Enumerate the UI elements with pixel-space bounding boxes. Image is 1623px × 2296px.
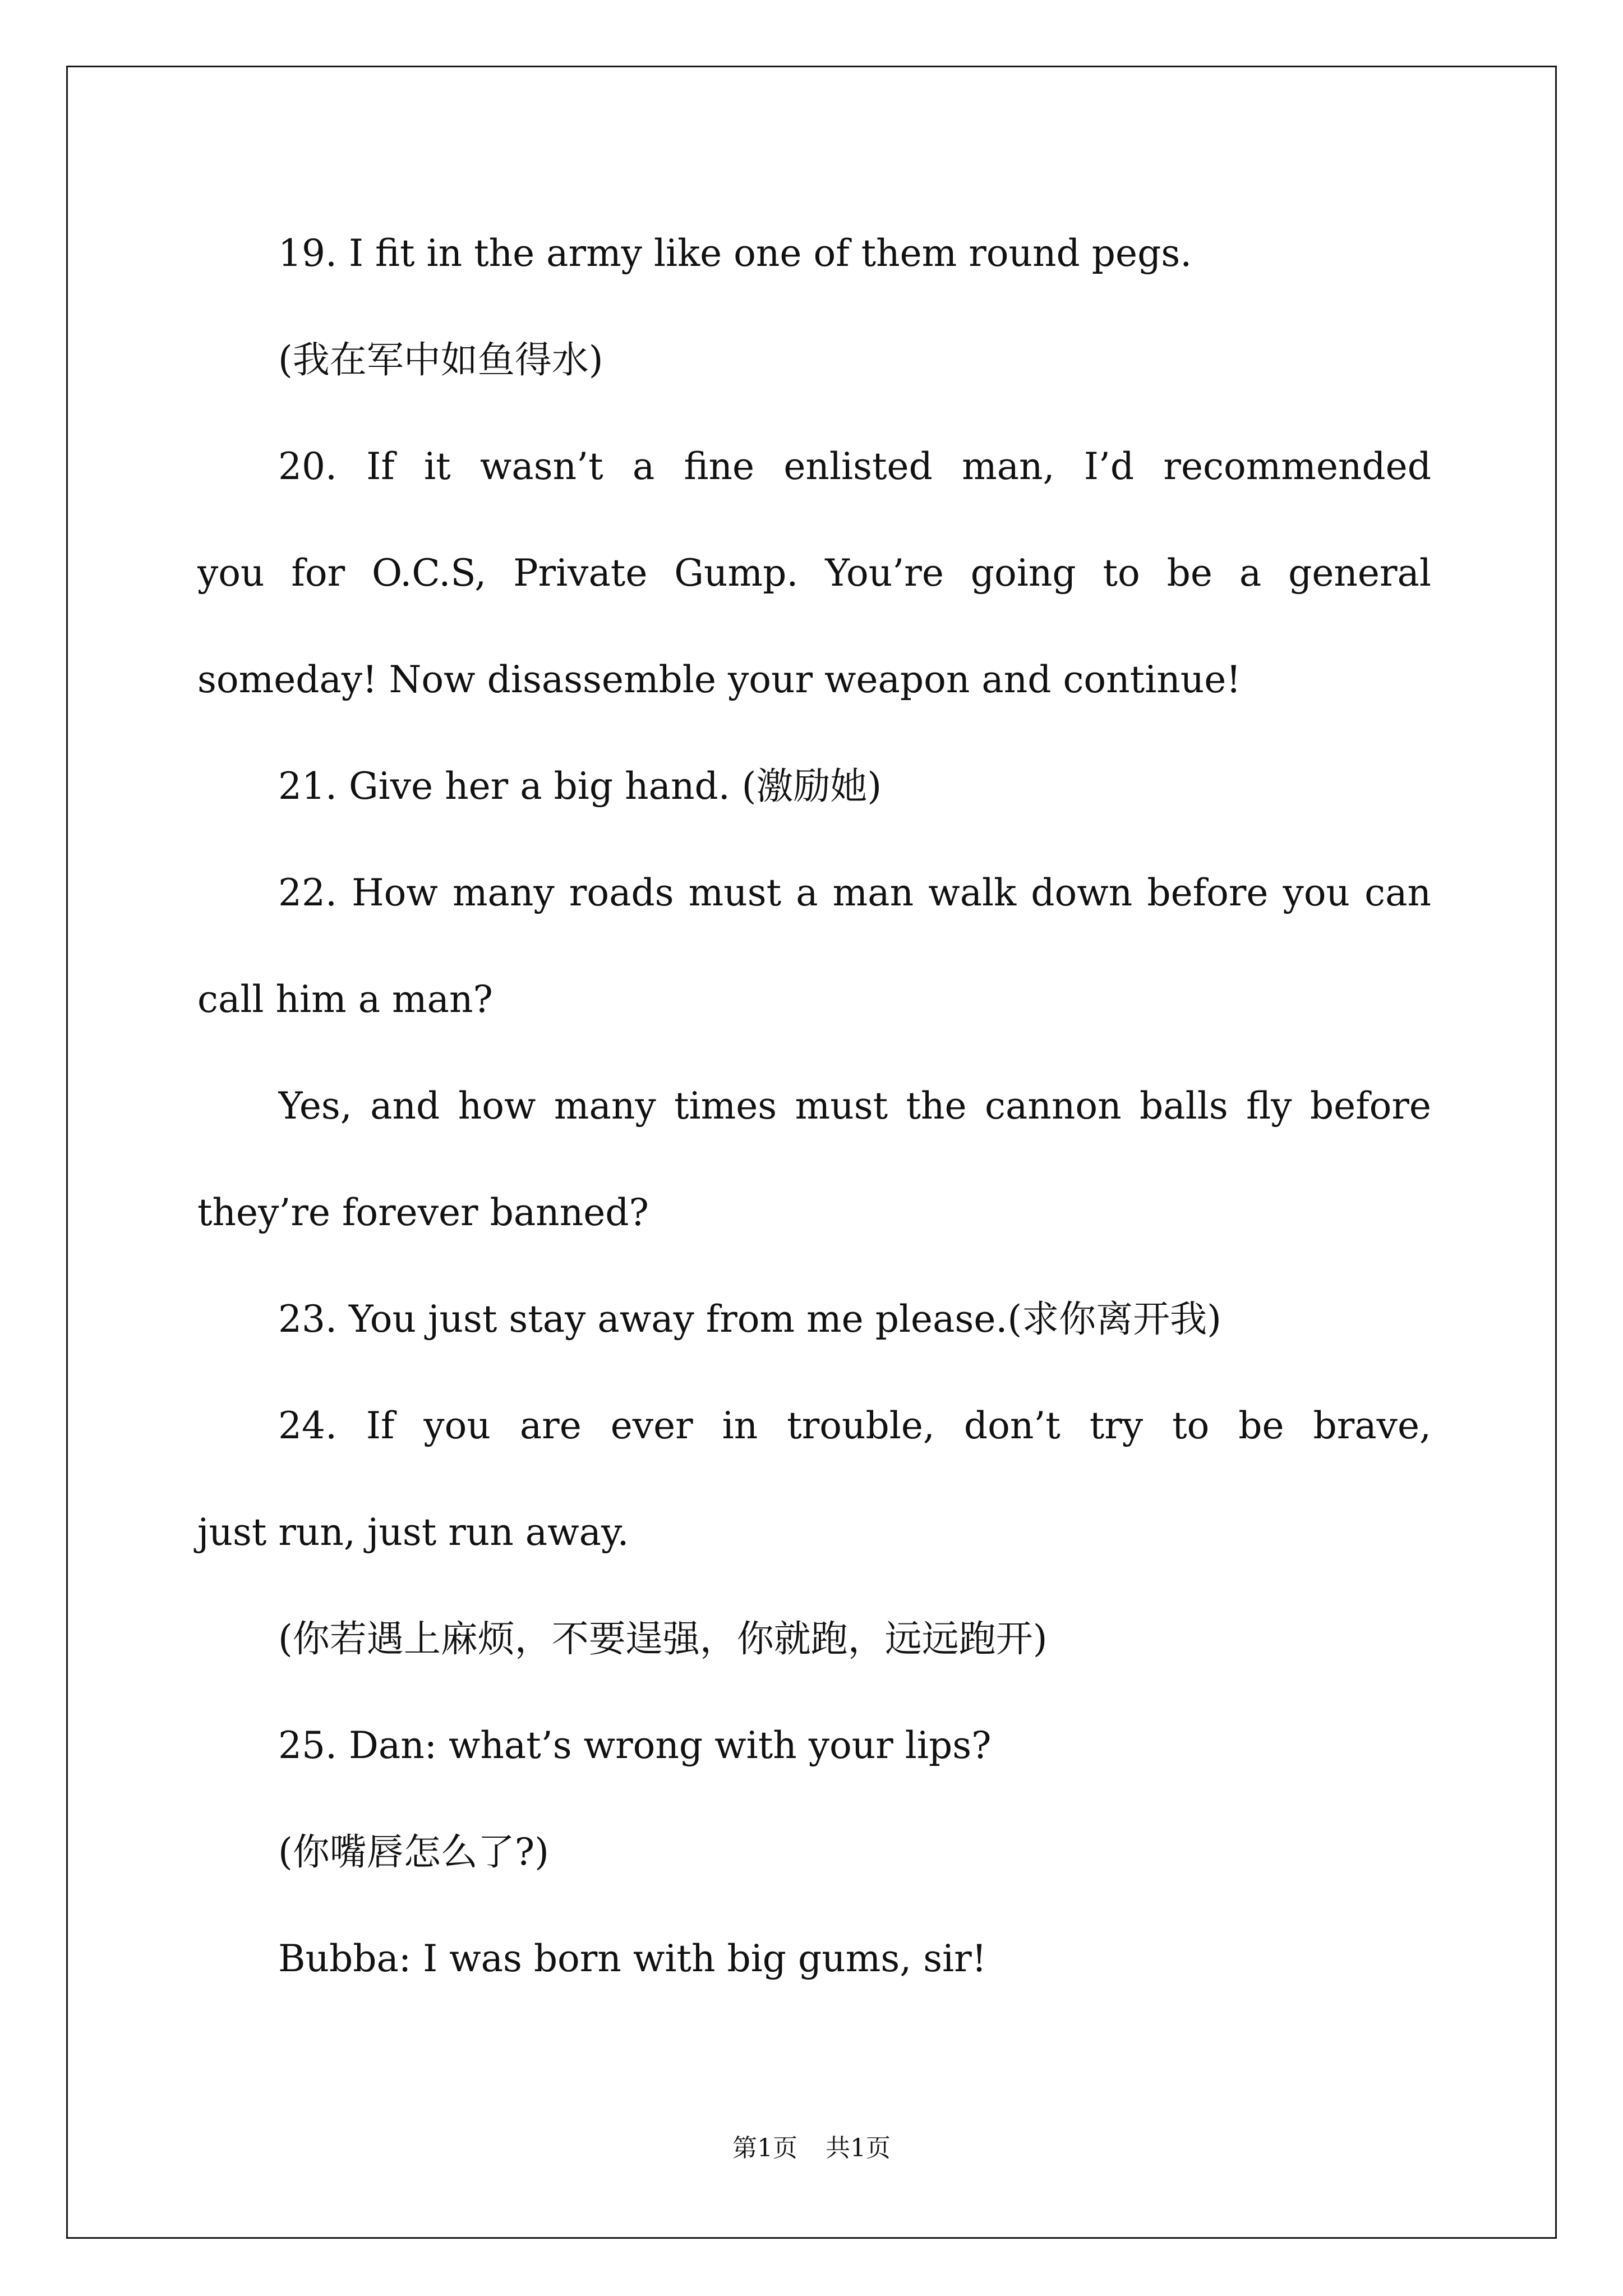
page-number: 第1页 xyxy=(732,2134,797,2162)
text-line: 20. If it wasn’t a fine enlisted man, I’d recommended xyxy=(278,445,1431,488)
text-line: (你若遇上麻烦，不要逞强，你就跑，远远跑开) xyxy=(278,1617,1048,1660)
text-line: 24. If you are ever in trouble, don’t try to be brave, xyxy=(278,1404,1431,1447)
text-line: (你嘴唇怎么了?) xyxy=(278,1830,549,1874)
page-total: 共1页 xyxy=(826,2134,891,2162)
text-line: call him a man? xyxy=(197,978,493,1021)
text-line: 21. Give her a big hand. (激励她) xyxy=(278,765,882,808)
text-line: (我在军中如鱼得水) xyxy=(278,338,603,381)
text-line: someday! Now disassemble your weapon and continue! xyxy=(197,658,1241,701)
page-footer xyxy=(0,2132,1623,2165)
text-line: just run, just run away. xyxy=(197,1511,629,1554)
page-border xyxy=(66,66,1557,2239)
text-line: you for O.C.S, Private Gump. You’re going to be a general xyxy=(197,551,1431,595)
text-line: 23. You just stay away from me please.(求你离开我) xyxy=(278,1297,1221,1341)
text-line: 22. How many roads must a man walk down before you can xyxy=(278,871,1431,914)
text-line: Yes, and how many times must the cannon balls fly before xyxy=(278,1084,1431,1128)
text-line: 19. I fit in the army like one of them round pegs. xyxy=(278,232,1192,275)
text-line: 25. Dan: what’s wrong with your lips? xyxy=(278,1724,992,1767)
text-line: they’re forever banned? xyxy=(197,1191,649,1234)
text-line: Bubba: I was born with big gums, sir! xyxy=(278,1937,987,1980)
